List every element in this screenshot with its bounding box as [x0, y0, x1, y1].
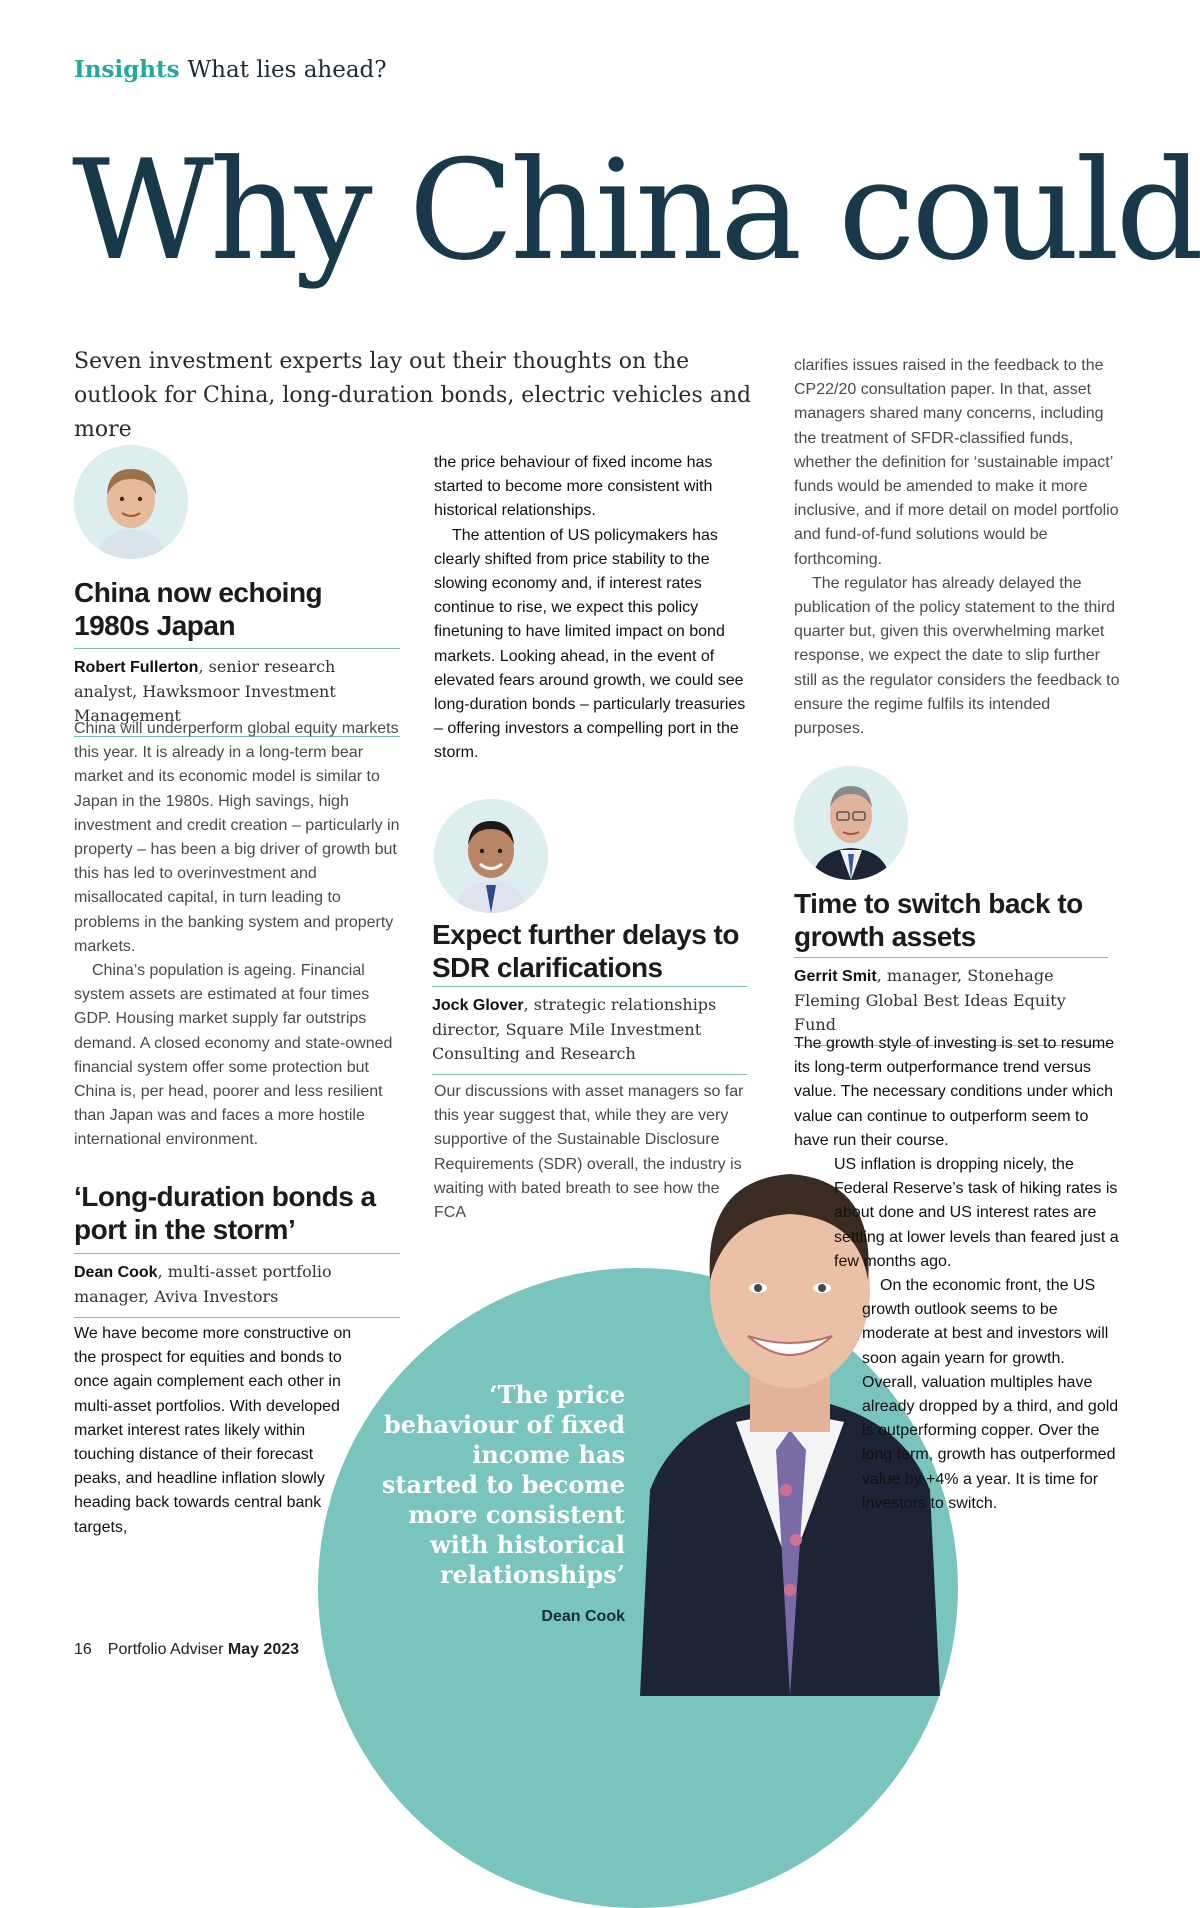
section-label: Insights: [74, 56, 180, 83]
author-name: Gerrit Smit: [794, 968, 877, 985]
paragraph: Our discussions with asset managers so far this year suggest that, while they are very supportive of the Sustainable Disclosure Requirements (SDR) overall, the industry is waiting with bated breath to see how the FCA: [434, 1083, 744, 1222]
page-headline: Why China could: [72, 130, 1200, 291]
section-title-sdr: Expect further delays to SDR clarifications: [432, 919, 739, 983]
paragraph: The attention of US policymakers has clearly shifted from price stability to the slowing economy and, if interest rates continue to rise, we expect this policy finetuning to have limited impact on bond markets. Looking ahead, in the event of elevated fears around growth, we could see long-duration bonds – particularly treasuries – offering investors a compelling port in the storm.: [434, 526, 746, 762]
article-body-growth: [794, 1032, 1124, 1516]
paragraph: The regulator has already delayed the publication of the policy statement to the third quarter but, given this overwhelming market response, we expect the date to slip further still as the regulator considers the feedback to ensure the regime fulfils its intended purposes.: [794, 574, 1120, 738]
portrait-icon: [794, 766, 908, 880]
article-body-china: [74, 717, 400, 1153]
paragraph: China’s population is ageing. Financial system assets are estimated at four times GDP. Housing market supply far outstrips demand. A closed economy and state-owned financial system offer some protection but China is, per head, poorer and less resilient than Japan was and faces a more hostile international environment.: [74, 962, 393, 1149]
paragraph: clarifies issues raised in the feedback to the CP22/20 consultation paper. In that, asset managers shared many concerns, including the treatment of SFDR-classified funds, whether the definition for ‘sustainable impact’ funds would be amended to make it more inclusive, and if more detail on model portfolio and fund-of-fund solutions would be forthcoming.: [794, 357, 1119, 568]
author-name: Jock Glover: [432, 997, 524, 1014]
pull-quote-attribution: Dean Cook: [541, 1608, 625, 1625]
byline-jock-glover: [432, 986, 747, 1075]
subsection-label: What lies ahead?: [187, 57, 387, 83]
portrait-icon: [74, 445, 188, 559]
section-title-china: China now echoing 1980s Japan: [74, 577, 323, 641]
paragraph: China will underperform global equity markets this year. It is already in a long-term bear market and its economic model is similar to Japan in the 1980s. High savings, high investment and credit creation – particularly in property – has been a big driver of growth but this has led to overinvestment and misallocated capital, in turn leading to problems in the banking system and property markets.: [74, 720, 400, 955]
paragraph: the price behaviour of fixed income has started to become more consistent with historical relationships.: [434, 454, 713, 520]
article-body-bonds: [74, 1322, 354, 1540]
author-role: , multi-asset portfolio manager, Aviva Investors: [74, 1262, 332, 1306]
issue-date: May 2023: [227, 1641, 300, 1658]
article-body-bonds-continued: [434, 451, 749, 766]
paragraph-wrap: [794, 1153, 1124, 1516]
paragraph: On the economic front, the US growth outlook seems to be moderate at best and investors will soon again yearn for growth. Overall, valuation multiples have already dropped by a third, and gold is outperforming copper. Over the long term, growth has outperformed value by +4% a year. It is time for investors to switch.: [862, 1277, 1119, 1512]
author-role: , manager, Stonehage Fleming Global Best Ideas Equity Fund: [794, 966, 1066, 1034]
author-role: , strategic relationships director, Square Mile Investment Consulting and Research: [432, 995, 717, 1063]
portrait-icon: [434, 799, 548, 913]
publication-name: Portfolio Adviser: [107, 1641, 224, 1658]
section-kicker: [74, 56, 387, 83]
section-title-growth: Time to switch back to growth assets: [794, 888, 1083, 952]
avatar-robert-fullerton: [74, 445, 188, 559]
page-footer: [74, 1641, 299, 1659]
author-name: Robert Fullerton: [74, 659, 199, 676]
pull-quote: ‘The price behaviour of fixed income has started to become more consistent with historical relationships’: [381, 1380, 625, 1589]
byline-dean-cook: [74, 1253, 400, 1318]
author-name: Dean Cook: [74, 1264, 158, 1281]
page-number: 16: [74, 1641, 92, 1658]
paragraph: We have become more constructive on the prospect for equities and bonds to once again complement each other in multi-asset portfolios. With developed market interest rates likely within touching distance of their forecast peaks, and headline inflation slowly heading back towards central bank targets,: [74, 1325, 352, 1536]
article-body-sdr-continued: [794, 354, 1124, 741]
paragraph: The growth style of investing is set to resume its long-term outperformance trend versus value. The necessary conditions under which value can continue to outperform seem to have run their course.: [794, 1035, 1115, 1149]
avatar-jock-glover: [434, 799, 548, 913]
paragraph: US inflation is dropping nicely, the Federal Reserve’s task of hiking rates is about done and US interest rates are settling at lower levels than feared just a few months ago.: [834, 1156, 1119, 1270]
standfirst: Seven investment experts lay out their thoughts on the outlook for China, long-duration bonds, electric vehicles and more: [74, 349, 752, 442]
avatar-gerrit-smit: [794, 766, 908, 880]
section-title-bonds: ‘Long-duration bonds a port in the storm’: [74, 1181, 376, 1245]
author-role: , senior research analyst, Hawksmoor Investment Management: [74, 657, 336, 725]
